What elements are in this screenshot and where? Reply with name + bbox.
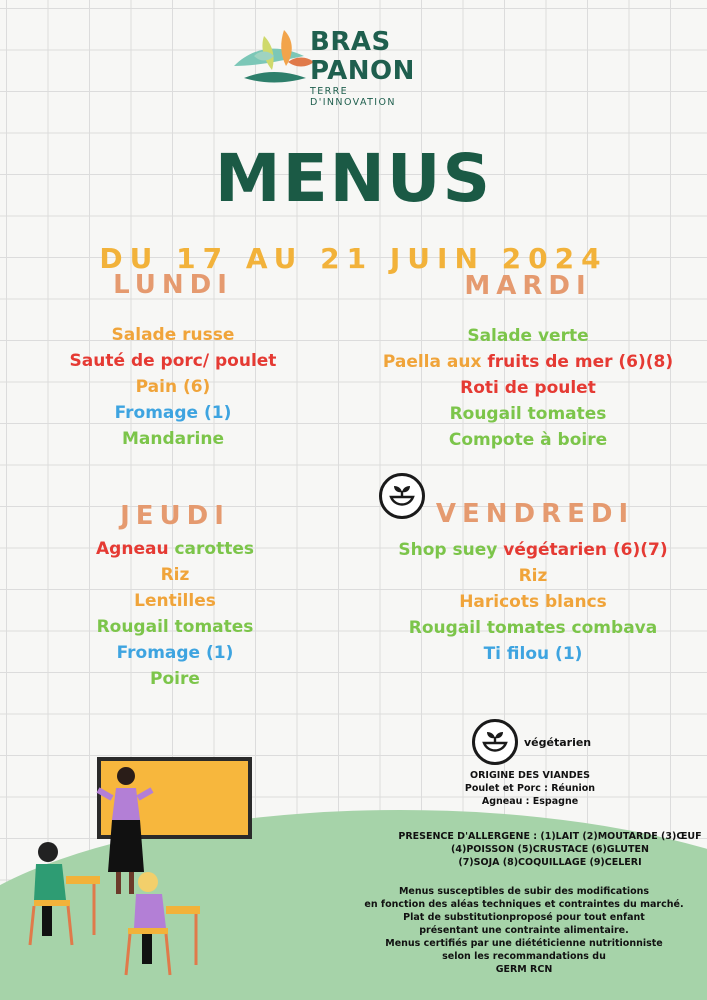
day-title: LUNDI xyxy=(113,270,233,300)
menu-item-text: Pain (6) xyxy=(135,377,211,397)
menu-item-text: Shop suey xyxy=(398,540,504,560)
menu-item xyxy=(33,400,313,426)
menu-item xyxy=(363,615,703,641)
notice-line: Menus certifiés par une diététicienne nutritionniste xyxy=(385,938,663,949)
vegetarian-plant-icon xyxy=(387,481,417,511)
date-range: DU 17 AU 21 JUIN 2024 xyxy=(99,242,608,275)
menu-list-lundi xyxy=(33,322,313,452)
menu-item-text: Salade russe xyxy=(111,325,235,345)
allergen-notice xyxy=(390,830,707,869)
menu-item-text: Riz xyxy=(160,565,190,585)
classroom-illustration xyxy=(20,760,210,990)
menu-item xyxy=(358,323,698,349)
meat-origin xyxy=(440,769,620,808)
origin-line-1: Poulet et Porc : Réunion xyxy=(464,783,596,794)
notice-line: présentant une contrainte alimentaire. xyxy=(419,925,629,936)
origin-line-2: Agneau : Espagne xyxy=(481,796,579,807)
notice-line: Plat de substitutionproposé pour tout enfant xyxy=(403,912,645,923)
menu-item-text: Rougail tomates xyxy=(96,617,254,637)
vegetarian-plant-icon xyxy=(480,727,510,757)
menu-item xyxy=(363,589,703,615)
page-title: MENUS xyxy=(214,140,493,217)
menu-item-text: Fromage (1) xyxy=(114,403,232,423)
menu-item-text: Poire xyxy=(150,669,200,689)
menu-item xyxy=(33,374,313,400)
menu-item-text: fruits de mer (6)(8) xyxy=(487,352,674,372)
menu-item xyxy=(35,640,315,666)
menu-item xyxy=(35,666,315,692)
notice-line: selon les recommandations du xyxy=(442,951,606,962)
menu-item-text: Paella aux xyxy=(382,352,488,372)
menu-item xyxy=(33,348,313,374)
menu-list-mardi xyxy=(358,323,698,453)
day-block-mardi xyxy=(413,271,643,301)
menu-item-text: Ti filou (1) xyxy=(483,644,583,664)
notice-line: en fonction des aléas techniques et contraintes du marché. xyxy=(364,899,684,910)
allergen-line-1: PRESENCE D'ALLERGENE : (1)LAIT (2)MOUTARDE (3)ŒUF xyxy=(398,831,702,842)
logo-tagline: TERRE D'INNOVATION xyxy=(310,86,396,108)
day-title: MARDI xyxy=(464,271,592,301)
day-block-jeudi xyxy=(60,501,290,531)
day-block-vendredi xyxy=(420,499,650,529)
menu-item xyxy=(363,537,703,563)
menu-item xyxy=(358,427,698,453)
menu-list-vendredi xyxy=(363,537,703,667)
allergen-line-2: (4)POISSON (5)CRUSTACE (6)GLUTEN xyxy=(451,844,649,855)
menu-item-text: végétarien (6)(7) xyxy=(503,540,668,560)
legend-vegetarian-badge xyxy=(472,719,518,765)
menu-list-jeudi xyxy=(35,536,315,692)
menu-item-text: Sauté de porc/ poulet xyxy=(69,351,277,371)
logo-name-line2: PANON xyxy=(310,56,415,86)
notice-line: Menus susceptibles de subir des modifications xyxy=(398,886,650,897)
menu-item-text: Lentilles xyxy=(134,591,216,611)
day-title: JEUDI xyxy=(120,501,230,531)
menu-item xyxy=(35,562,315,588)
menu-item xyxy=(35,588,315,614)
day-title: VENDREDI xyxy=(435,499,635,529)
logo-leaves-icon xyxy=(224,26,316,96)
menu-item-text: Rougail tomates combava xyxy=(408,618,658,638)
notice-line: GERM RCN xyxy=(495,964,553,975)
menu-item xyxy=(363,641,703,667)
menu-item xyxy=(358,349,698,375)
menu-item xyxy=(33,426,313,452)
logo xyxy=(224,26,434,108)
menu-disclaimer xyxy=(344,885,704,976)
menu-item-text: Rougail tomates xyxy=(449,404,607,424)
menu-item-text: carottes xyxy=(174,539,254,559)
menu-item-text: Fromage (1) xyxy=(116,643,234,663)
legend-vegetarian-label: végétarien xyxy=(524,736,592,749)
menu-item-text: Salade verte xyxy=(467,326,589,346)
menu-item-text: Compote à boire xyxy=(448,430,608,450)
origin-title: ORIGINE DES VIANDES xyxy=(470,770,590,781)
menu-item xyxy=(358,401,698,427)
day-block-lundi xyxy=(58,270,288,300)
menu-item xyxy=(35,536,315,562)
logo-name-line1: BRAS xyxy=(310,27,391,57)
menu-item-text: Mandarine xyxy=(122,429,224,449)
menu-item-text: Haricots blancs xyxy=(459,592,607,612)
menu-item-text: Riz xyxy=(518,566,548,586)
menu-item xyxy=(35,614,315,640)
menu-item xyxy=(358,375,698,401)
vegetarian-badge xyxy=(379,473,425,519)
menu-item-text: Agneau xyxy=(96,539,175,559)
allergen-line-3: (7)SOJA (8)COQUILLAGE (9)CELERI xyxy=(458,857,642,868)
menu-item xyxy=(33,322,313,348)
menu-item xyxy=(363,563,703,589)
menu-item-text: Roti de poulet xyxy=(460,378,596,398)
